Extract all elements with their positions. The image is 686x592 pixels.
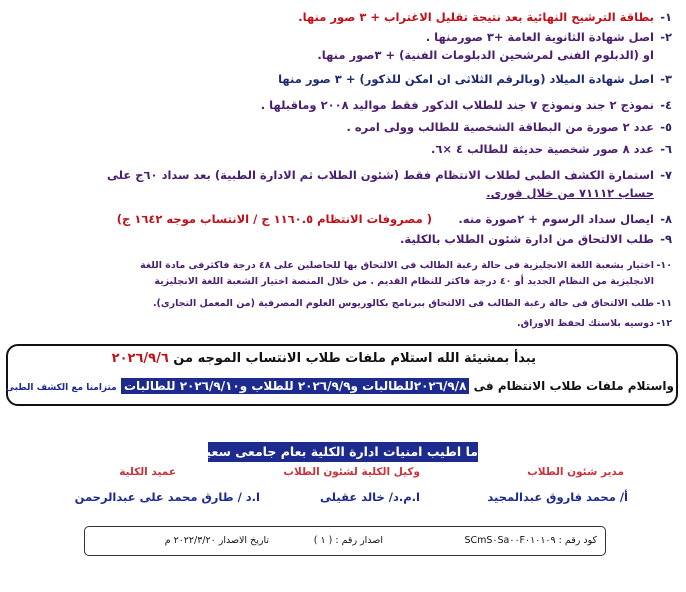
requirement-item-2-alt bbox=[317, 48, 654, 63]
item-number: ١٢- bbox=[656, 318, 672, 329]
item-text: استمارة الكشف الطبى لطلاب الانتظام فقط (شئون الطلاب ثم الادارة الطبية) بعد سداد ٦٠ج على bbox=[107, 168, 654, 182]
requirement-item-11 bbox=[153, 296, 672, 311]
item-number: ٣- bbox=[660, 72, 672, 86]
banner-line-2-suffix: متزامنا مع الكشف الطبى bbox=[5, 383, 117, 393]
banner-line-1-text: يبدأ بمشيئة الله استلام ملفات طلاب الانتساب الموجه من bbox=[173, 351, 536, 366]
item-number: ١٠- bbox=[656, 260, 672, 271]
issue-date: تاريخ الاصدار ٢٠٢٢/٣/٢٠ م bbox=[164, 535, 269, 546]
item-number: ٢- bbox=[660, 30, 672, 44]
item-text: حساب ٧١١١٢ من خلال فورى. bbox=[486, 186, 654, 200]
signature-title-vice-dean: وكيل الكلية لشئون الطلاب bbox=[283, 466, 420, 478]
item-text: دوسيه بلاستك لحفظ الاوراق. bbox=[516, 318, 654, 329]
banner-line-2-dates: ٢٠٢٦/٩/٨للطالبات و٢٠٢٦/٩/٩ للطلاب و٢٠٢٦/٩/١٠ للطالبات bbox=[121, 378, 470, 394]
item-number: ٦- bbox=[660, 142, 672, 156]
requirement-item-8 bbox=[458, 212, 672, 227]
item-text: الانجليزية من النظام الجديد أو ٤٠ درجة فاكثر للنظام القديم . من خلال المنصة اختيار الشعبة اللغة الانجليزية bbox=[154, 276, 654, 287]
banner-line-2 bbox=[5, 379, 674, 393]
issue-number: اصدار رقم : ( ١ ) bbox=[313, 535, 383, 546]
wishes-banner: ما اطيب امنيات ادارة الكلية بعام جامعى سعيد.،، bbox=[208, 442, 478, 462]
requirement-item-2 bbox=[426, 30, 672, 45]
requirement-item-3 bbox=[278, 72, 672, 87]
item-number: ١- bbox=[660, 10, 672, 24]
requirement-item-5 bbox=[346, 120, 672, 135]
requirement-item-1 bbox=[298, 10, 672, 25]
signature-name-student-affairs: أ/ محمد فاروق عبدالمجيد bbox=[487, 490, 628, 504]
item-number: ٩- bbox=[660, 232, 672, 246]
item-number: ٤- bbox=[660, 98, 672, 112]
item-number: ٧- bbox=[660, 168, 672, 182]
item-text: طلب الالتحاق فى حالة رغبة الطالب فى الالتحاق ببرنامج بكالوريوس العلوم المصرفية (من المعمل التجارى). bbox=[152, 298, 654, 309]
document-footer bbox=[84, 526, 606, 556]
item-number: ٨- bbox=[660, 212, 672, 226]
fees-text: ( مصروفات الانتظام ١١٦٠.٥ ج / الانتساب موجه ١٦٤٢ ج) bbox=[116, 212, 432, 226]
banner-line-2-prefix: واستلام ملفات طلاب الانتظام فى bbox=[473, 379, 674, 393]
requirement-item-9 bbox=[400, 232, 672, 247]
item-text: او (الدبلوم الفنى لمرشحين الدبلومات الفنية) + ٣صور منها. bbox=[317, 48, 654, 62]
item-text: طلب الالتحاق من ادارة شئون الطلاب بالكلية. bbox=[400, 232, 654, 246]
item-text: ايصال سداد الرسوم + ٢صورة منه. bbox=[458, 212, 654, 226]
schedule-banner bbox=[6, 344, 678, 406]
requirement-item-12 bbox=[517, 316, 672, 331]
signature-name-dean: ا.د / طارق محمد على عبدالرحمن bbox=[74, 490, 260, 504]
item-text: بطاقة الترشيح النهائية بعد نتيجة تقليل الاغتراب + ٣ صور منها. bbox=[298, 10, 654, 24]
item-text: اصل شهادة الميلاد (وبالرقم الثلاثى ان امكن للذكور) + ٣ صور منها bbox=[278, 72, 654, 86]
requirement-item-7-cont bbox=[486, 186, 654, 201]
banner-line-1-date: ٢٠٢٦/٩/٦ bbox=[111, 351, 169, 366]
requirement-item-6 bbox=[431, 142, 672, 157]
document-code: كود رقم : SCmS٠Sa٠٠F٠١٠١٠٩ bbox=[464, 535, 597, 546]
requirement-item-7 bbox=[107, 168, 672, 183]
item-text: عدد ٢ صورة من البطاقة الشخصية للطالب وولى امره . bbox=[346, 120, 654, 134]
item-number: ٥- bbox=[660, 120, 672, 134]
requirement-item-4 bbox=[261, 98, 672, 113]
item-text: عدد ٨ صور شخصية حديثة للطالب ٤ ×٦. bbox=[430, 142, 654, 156]
banner-line-1 bbox=[112, 351, 536, 366]
fees-note bbox=[117, 212, 432, 227]
requirement-item-10 bbox=[140, 258, 672, 273]
signature-name-vice-dean: ا.م.د/ خالد عقيلى bbox=[320, 490, 420, 504]
requirement-item-10-cont bbox=[154, 274, 654, 289]
item-text: اختيار بشعبة اللغة الانجليزية فى حالة رغبة الطالب فى الالتحاق بها للحاصلين على ٤٨ درجة فاكثرفى مادة اللغة bbox=[140, 260, 654, 271]
signature-title-student-affairs: مدير شئون الطلاب bbox=[527, 466, 624, 478]
signature-title-dean: عميد الكلية bbox=[119, 466, 176, 478]
item-text: اصل شهادة الثانوية العامة +٣ صورمنها . bbox=[425, 30, 654, 44]
item-number: ١١- bbox=[656, 298, 672, 309]
item-text: نموذج ٢ جند ونموذج ٧ جند للطلاب الذكور فقط مواليد ٢٠٠٨ وماقبلها . bbox=[260, 98, 654, 112]
